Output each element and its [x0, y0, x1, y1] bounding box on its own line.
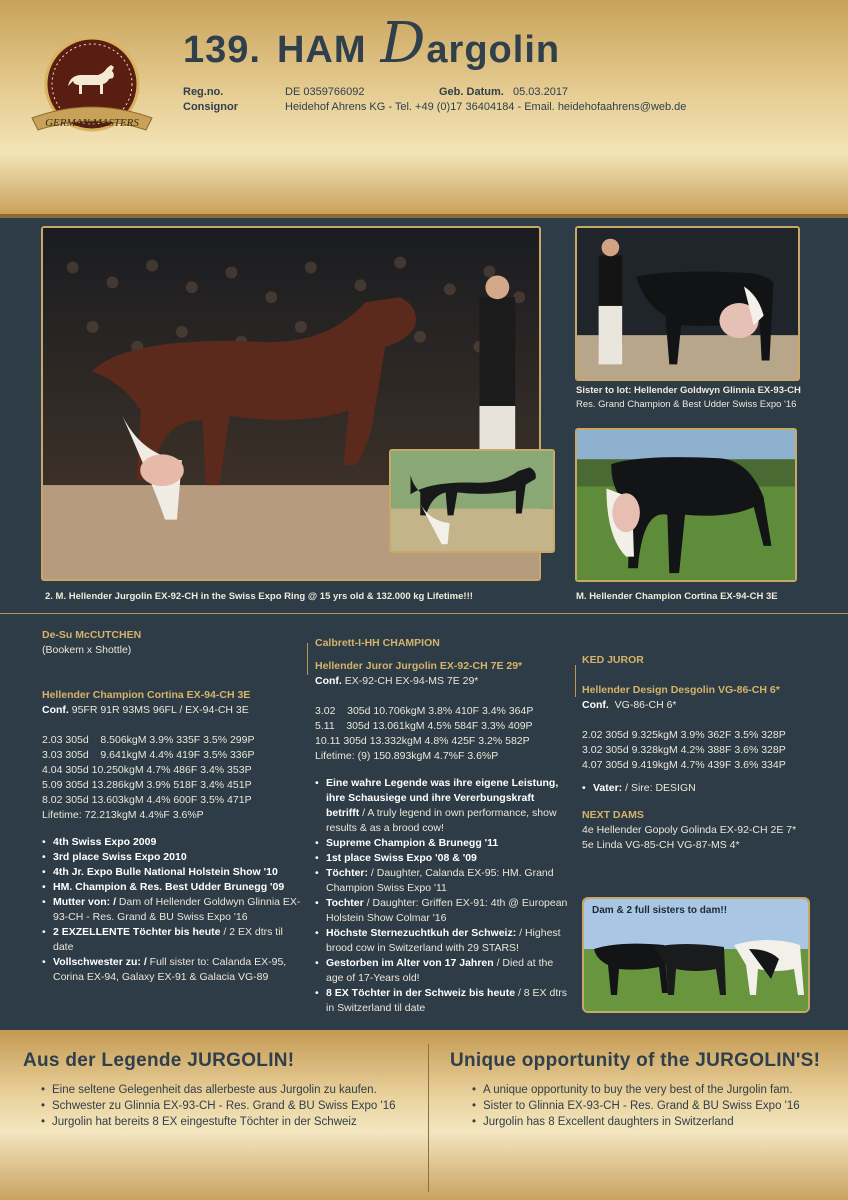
list-item: • Supreme Champion & Brunegg '11: [315, 836, 570, 851]
lot-name-rest: argolin: [426, 29, 561, 71]
lot-number: 139.: [183, 29, 261, 71]
next-dam: 5e Linda VG-85-CH VG-87-MS 4*: [582, 839, 740, 851]
birth-label: Geb. Datum.: [439, 86, 504, 98]
consignor-label: Consignor: [183, 101, 238, 113]
list-item: • 3rd place Swiss Expo 2010: [42, 850, 304, 865]
next-dams-label: NEXT DAMS: [582, 809, 644, 821]
list-item: • 4th Swiss Expo 2009: [42, 835, 304, 850]
ggd-lactation: 3.02 305d 9.328kgM 4.2% 388F 3.6% 328P: [582, 744, 786, 756]
footer-left-title: Aus der Legende JURGOLIN!: [23, 1050, 295, 1071]
footer-banner: [0, 1030, 848, 1200]
granddam-sire: Calbrett-I-HH CHAMPION: [315, 637, 440, 649]
dam-lactation: 5.09 305d 13.286kgM 3.9% 518F 3.4% 451P: [42, 779, 252, 791]
footer-right-title: Unique opportunity of the JURGOLIN'S!: [450, 1050, 821, 1071]
granddam-lactation: 10.11 305d 13.332kgM 4.8% 425F 3.2% 582P: [315, 735, 530, 747]
birth-value: 05.03.2017: [513, 86, 569, 98]
ggd-name: Hellender Design Desgolin VG-86-CH 6*: [582, 684, 780, 696]
list-item: • Mutter von: / Dam of Hellender Goldwyn Glinnia EX-93-CH - Res. Grand & BU Swiss Expo '16: [42, 895, 304, 925]
dam-lactation: 8.02 305d 13.603kgM 4.4% 600F 3.5% 471P: [42, 794, 252, 806]
granddam-lactation: 5.11 305d 13.061kgM 4.5% 584F 3.3% 409P: [315, 720, 533, 732]
sire-pedigree: (Bookem x Shottle): [42, 644, 132, 656]
dam-sisters-photo: [582, 897, 810, 1013]
ggd-sire-info: [582, 781, 832, 796]
dam-lifetime: Lifetime: 72.213kgM 4.4%F 3.6%P: [42, 809, 204, 821]
granddam-conf: Conf. EX-92-CH EX-94-MS 7E 29*: [315, 675, 479, 687]
granddam-achievements: [315, 776, 570, 1016]
list-item: • Töchter: / Daughter, Calanda EX-95: HM. Grand Champion Swiss Expo '11: [315, 866, 570, 896]
column-great-granddam: [582, 653, 832, 853]
column-sire-dam: [42, 628, 304, 985]
list-item: • Jurgolin has 8 Excellent daughters in Switzerland: [472, 1114, 842, 1130]
lot-prefix: HAM: [276, 29, 367, 71]
dam-name: Hellender Champion Cortina EX-94-CH 3E: [42, 689, 251, 701]
ggd-lactation: 2.02 305d 9.325kgM 3.9% 362F 3.5% 328P: [582, 729, 786, 741]
next-dam: 4e Hellender Gopoly Golinda EX-92-CH 2E 7*: [582, 824, 797, 836]
lot-title: [183, 11, 561, 82]
list-item: • Vollschwester zu: / Full sister to: Calanda EX-95, Corina EX-94, Galaxy EX-91 & Galacia VG-89: [42, 955, 304, 985]
inset-photo: [389, 449, 555, 553]
main-photo-caption: 2. M. Hellender Jurgolin EX-92-CH in the Swiss Expo Ring @ 15 yrs old & 132.000 kg Lifetime!!!: [45, 591, 473, 602]
lot-name-initial: D: [380, 11, 427, 76]
list-item: • Jurgolin hat bereits 8 EX eingestufte Töchter in der Schweiz: [41, 1114, 421, 1130]
granddam-lifetime: Lifetime: (9) 150.893kgM 4.7%F 3.6%P: [315, 750, 499, 762]
list-item: • Eine wahre Legende was ihre eigene Leistung, ihre Schausiege und ihre Vererbungskraft betrifft / A truly legend in own performance, show results & as a brood cow!: [315, 776, 570, 836]
section-divider: [0, 613, 848, 614]
sister-caption-1: Sister to lot: Hellender Goldwyn Glinnia EX-93-CH: [576, 385, 801, 396]
sister-caption-2: Res. Grand Champion & Best Udder Swiss Expo '16: [576, 399, 797, 410]
dam-conf: Conf. 95FR 91R 93MS 96FL / EX-94-CH 3E: [42, 704, 249, 716]
dam-achievements: [42, 835, 304, 985]
granddam-lactation: 3.02 305d 10.706kgM 3.8% 410F 3.4% 364P: [315, 705, 534, 717]
list-item: • 2 EXZELLENTE Töchter bis heute / 2 EX dtrs til date: [42, 925, 304, 955]
ggd-lactation: 4.07 305d 9.419kgM 4.7% 439F 3.6% 334P: [582, 759, 786, 771]
dam-lactation: 4.04 305d 10.250kgM 4.7% 486F 3.4% 353P: [42, 764, 252, 776]
list-item: • 1st place Swiss Expo '08 & '09: [315, 851, 570, 866]
consignor-value: Heidehof Ahrens KG - Tel. +49 (0)17 36404184 - Email. heidehofaahrens@web.de: [285, 101, 687, 113]
svg-text:GERMAN MASTERS: GERMAN MASTERS: [45, 117, 139, 129]
footer-divider: [428, 1044, 429, 1192]
dam-photo-caption: M. Hellender Champion Cortina EX-94-CH 3E: [576, 591, 778, 602]
footer-left-list: [41, 1082, 421, 1130]
reg-label: Reg.no.: [183, 86, 224, 98]
list-item: • 8 EX Töchter in der Schweiz bis heute / 8 EX dtrs in Switzerland til date: [315, 986, 570, 1016]
list-item: • Gestorben im Alter von 17 Jahren / Died at the age of 17-Years old!: [315, 956, 570, 986]
header-banner: [0, 0, 848, 218]
dam-lactation: 3.03 305d 9.641kgM 4.4% 419F 3.5% 336P: [42, 749, 255, 761]
sire-name: De-Su McCUTCHEN: [42, 629, 142, 641]
ggd-sire: KED JUROR: [582, 654, 644, 666]
ggd-conf: Conf. VG-86-CH 6*: [582, 699, 677, 711]
list-item: • HM. Champion & Res. Best Udder Brunegg '09: [42, 880, 304, 895]
dam-lactation: 2.03 305d 8.506kgM 3.9% 335F 3.5% 299P: [42, 734, 255, 746]
list-item: • Tochter / Daughter: Griffen EX-91: 4th @ European Holstein Show Colmar '16: [315, 896, 570, 926]
sister-photo: [575, 226, 800, 381]
list-item: • Eine seltene Gelegenheit das allerbeste aus Jurgolin zu kaufen.: [41, 1082, 421, 1098]
reg-value: DE 0359766092: [285, 86, 365, 98]
list-item: • Höchste Sternezuchtkuh der Schweiz: / Highest brood cow in Switzerland with 29 STARS!: [315, 926, 570, 956]
dam-photo: [575, 428, 797, 582]
list-item: • Sister to Glinnia EX-93-CH - Res. Grand & BU Swiss Expo '16: [472, 1098, 842, 1114]
list-item: • Vater: / Sire: DESIGN: [582, 781, 832, 796]
footer-right-list: [472, 1082, 842, 1130]
german-masters-logo: [26, 34, 158, 144]
column-granddam: [315, 636, 570, 1016]
list-item: • 4th Jr. Expo Bulle National Holstein Show '10: [42, 865, 304, 880]
list-item: • A unique opportunity to buy the very best of the Jurgolin fam.: [472, 1082, 842, 1098]
list-item: • Schwester zu Glinnia EX-93-CH - Res. Grand & BU Swiss Expo '16: [41, 1098, 421, 1114]
pedigree-connector: [307, 643, 308, 675]
pedigree-connector: [575, 665, 576, 697]
granddam-name: Hellender Juror Jurgolin EX-92-CH 7E 29*: [315, 660, 523, 672]
dam-sisters-label: Dam & 2 full sisters to dam!!: [592, 905, 728, 916]
